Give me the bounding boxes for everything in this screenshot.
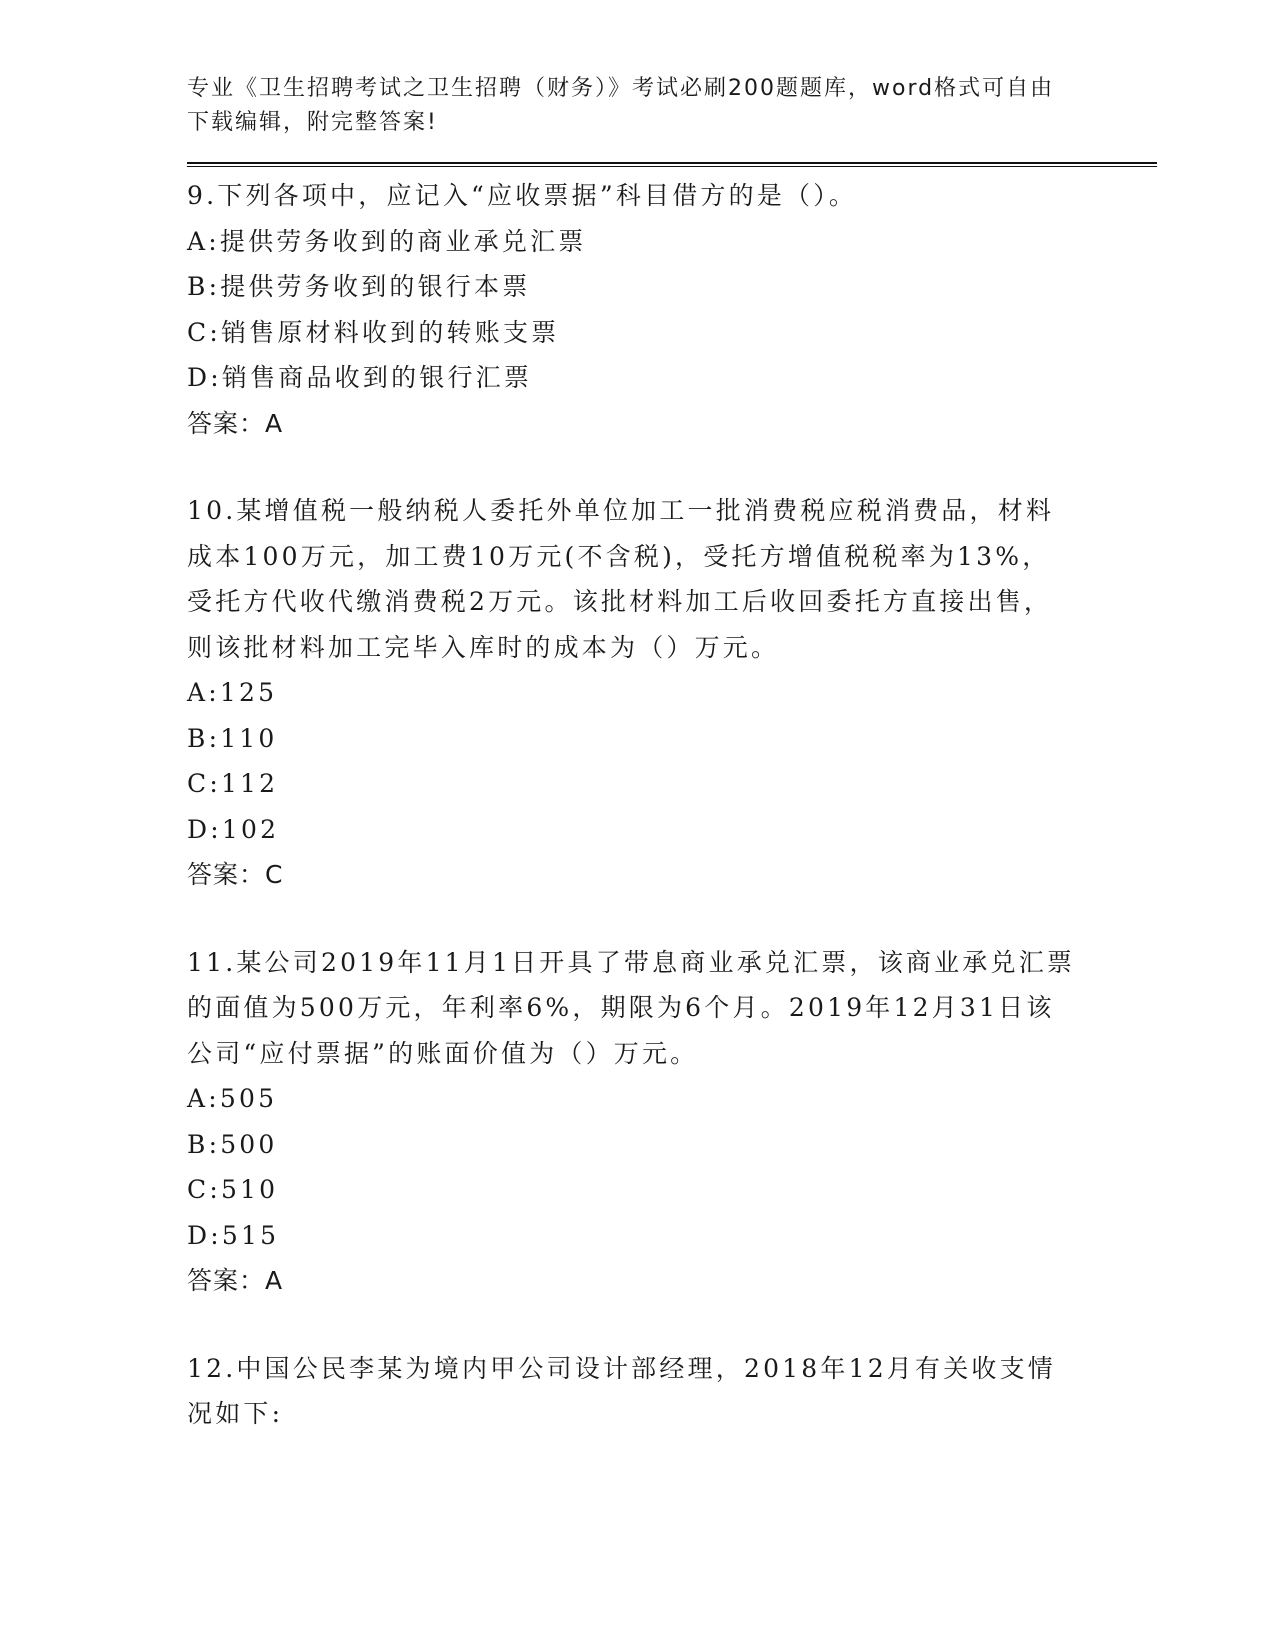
option-d: D:102 [187,814,280,844]
option-a: A:提供劳务收到的商业承兑汇票 [187,226,587,256]
question-10 [187,488,1157,898]
answer-line: 答案：A [187,408,284,438]
option-b: B:500 [187,1129,278,1159]
option-b: B:110 [187,723,278,753]
question-stem: 10.某增值税一般纳税人委托外单位加工一批消费税应税消费品，材料成本100万元，加工费10万元(不含税)，受托方增值税税率为13%，受托方代收代缴消费税2万元。该批材料加工后收回委托方直接出售，则该批材料加工完毕入库时的成本为（）万元。 [187,496,1055,662]
question-stem: 12.中国公民李某为境内甲公司设计部经理，2018年12月有关收支情况如下: [187,1353,1056,1428]
answer-line: 答案：A [187,1266,284,1295]
document-page [187,72,1157,1437]
option-c: C:销售原材料收到的转账支票 [187,317,560,347]
document-header: 专业《卫生招聘考试之卫生招聘（财务）》考试必刷200题题库，word格式可自由下载编辑，附完整答案! [187,76,1055,135]
option-c: C:510 [187,1175,279,1204]
question-stem: 9.下列各项中，应记入“应收票据”科目借方的是（）。 [187,181,858,210]
question-stem: 11.某公司2019年11月1日开具了带息商业承兑汇票，该商业承兑汇票的面值为500万元，年利率6%，期限为6个月。2019年12月31日该公司“应付票据”的账面价值为（）万元。 [187,947,1076,1068]
question-11 [187,940,1157,1304]
option-b: B:提供劳务收到的银行本票 [187,272,531,301]
option-d: D:515 [187,1220,280,1250]
option-d: D:销售商品收到的银行汇票 [187,363,533,392]
answer-line: 答案：C [187,860,284,889]
option-a: A:505 [187,1084,278,1113]
header-divider [187,162,1157,167]
option-a: A:125 [187,678,278,707]
question-12 [187,1346,1157,1437]
question-9 [187,173,1157,446]
option-c: C:112 [187,769,279,798]
